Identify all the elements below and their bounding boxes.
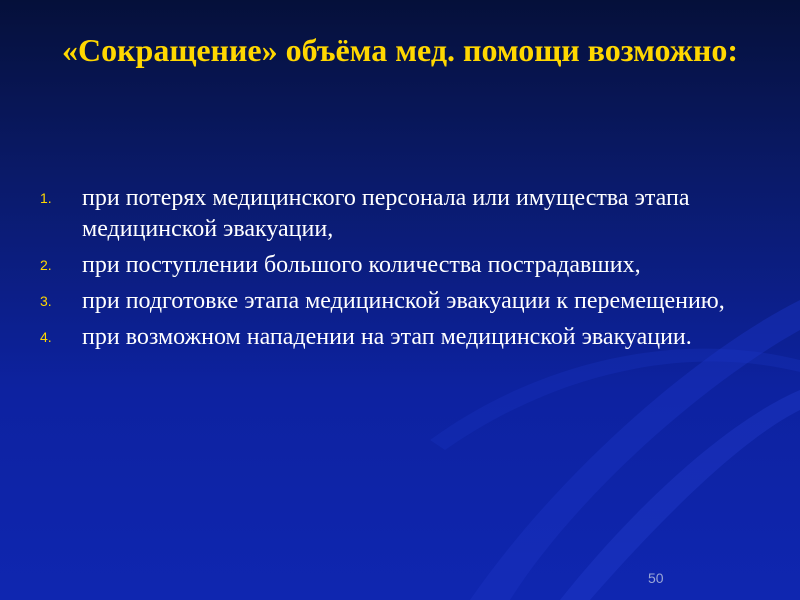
slide-title: «Сокращение» объёма мед. помощи возможно: — [61, 32, 739, 68]
list-item — [40, 183, 740, 245]
list-item-text: при подготовке этапа медицинской эвакуации к перемещению, — [82, 288, 725, 314]
list-item-number: 1. — [40, 190, 52, 206]
list-item-number: 2. — [40, 257, 52, 273]
list-item-number: 3. — [40, 293, 52, 309]
list-item — [40, 250, 740, 281]
list-item — [40, 286, 740, 317]
list-item-number: 4. — [40, 329, 52, 345]
list-item-text: при возможном нападении на этап медицинской эвакуации. — [82, 324, 692, 350]
list-item-text: при потерях медицинского персонала или имущества этапа медицинской эвакуации, — [82, 185, 690, 242]
list-item-text: при поступлении большого количества пострадавших, — [82, 252, 641, 278]
list-item — [40, 322, 740, 353]
bullet-list — [40, 183, 740, 358]
page-number: 50 — [648, 570, 664, 586]
